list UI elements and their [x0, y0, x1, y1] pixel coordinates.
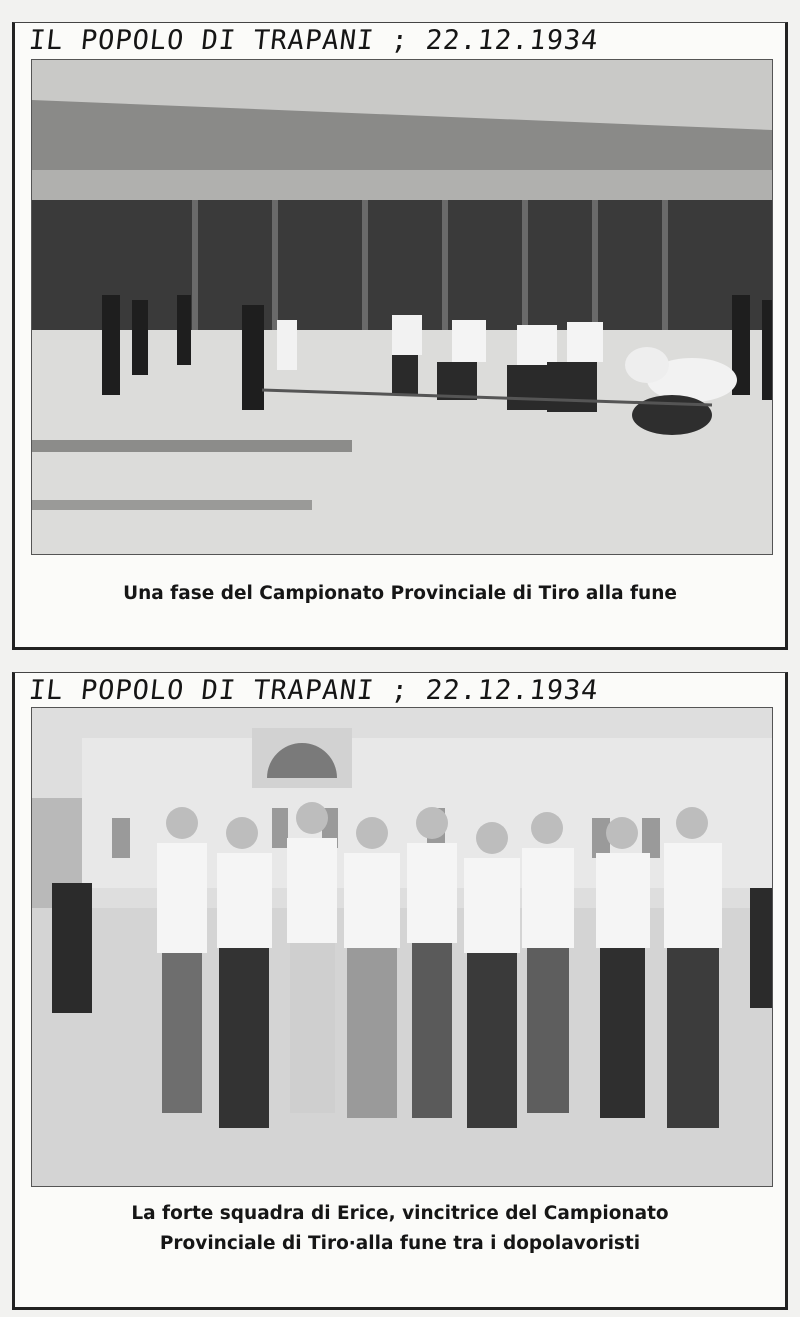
photo-tug-of-war-match: [31, 59, 773, 555]
handwritten-source-note: IL POPOLO DI TRAPANI ; 22.12.1934: [27, 675, 601, 706]
newspaper-clipping-1: [12, 22, 788, 650]
newspaper-clipping-2: [12, 672, 788, 1310]
caption-line: Provinciale di Tiro·alla fune tra i dopolavoristi: [159, 1233, 641, 1254]
handwritten-source-note: IL POPOLO DI TRAPANI ; 22.12.1934: [27, 25, 601, 56]
photo-erice-team: [31, 707, 773, 1187]
caption-line: Una fase del Campionato Provinciale di Tiro alla fune: [123, 583, 677, 604]
photo-caption-2: [15, 1199, 785, 1259]
photo-caption-1: [15, 579, 785, 609]
caption-line: La forte squadra di Erice, vincitrice del Campionato: [131, 1203, 669, 1224]
halftone-photo-team-portrait: [32, 708, 772, 1186]
halftone-photo-tug-of-war: [32, 60, 772, 554]
